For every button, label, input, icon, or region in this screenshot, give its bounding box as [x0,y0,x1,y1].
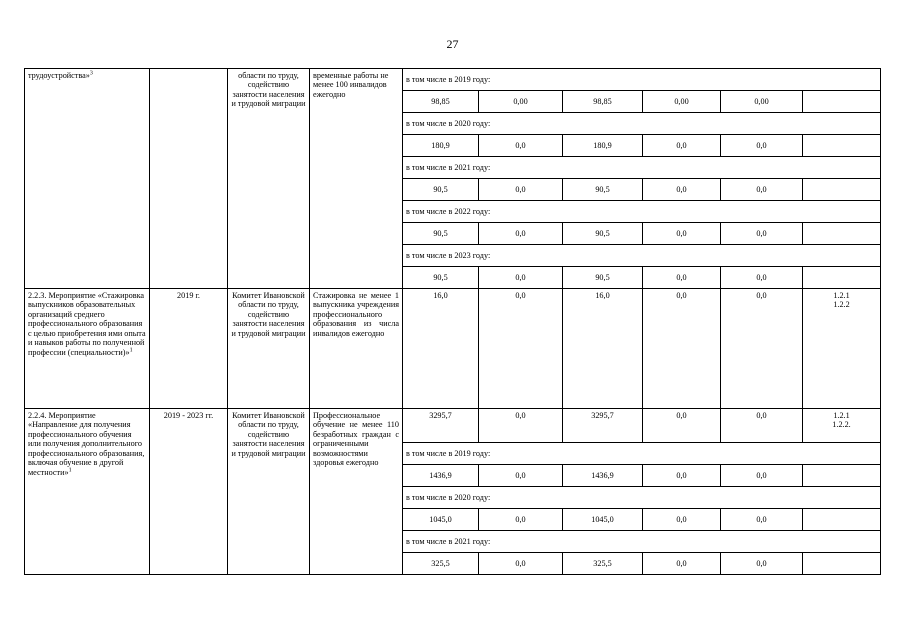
activity-row-2-2-3 [25,289,881,409]
value-cell: 0,0 [643,223,721,245]
footnote-mark: 3 [89,70,93,77]
value-cell: 0,0 [479,409,563,443]
value-cell: 0,0 [643,267,721,289]
value-cell [803,553,881,575]
value-cell: 0,0 [479,267,563,289]
activity-name: 2.2.4. Мероприятие «Направление для получения профессионального обучения или получения дополнительного профессионального образования, включая обучение в другой местности» [28,411,145,477]
indicator-cell: временные работы не менее 100 инвалидов ежегодно [310,69,403,289]
activity-name-cell [25,69,150,289]
year-label: в том числе в 2019 году: [403,69,881,91]
value-cell: 0,0 [643,409,721,443]
year-label: в том числе в 2023 году: [403,245,881,267]
target-codes: 1.2.1 1.2.2. [803,409,881,443]
program-activities-table [24,68,881,575]
value-cell: 1436,9 [563,465,643,487]
value-cell: 0,0 [643,553,721,575]
activity-name-cell [25,289,150,409]
value-cell: 0,00 [479,91,563,113]
value-cell: 0,00 [643,91,721,113]
value-cell: 90,5 [403,179,479,201]
value-cell: 0,0 [643,135,721,157]
value-cell: 3295,7 [403,409,479,443]
indicator-cell: Профессиональное обучение не менее 110 безработных граждан с ограниченными возможностями здоровья ежегодно [310,409,403,575]
value-cell: 16,0 [563,289,643,409]
target-codes: 1.2.1 1.2.2 [803,289,881,409]
period-cell [150,69,228,289]
value-cell: 0,0 [721,135,803,157]
value-cell: 90,5 [563,267,643,289]
indicator-cell: Стажировка не менее 1 выпускника учреждения профессионального образования из числа инвалидов ежегодно [310,289,403,409]
year-label: в том числе в 2021 году: [403,531,881,553]
value-cell [803,223,881,245]
executor-cell: области по труду, содействию занятости населения и трудовой миграции [228,69,310,289]
value-cell [803,267,881,289]
year-header-row [25,69,881,91]
value-cell: 90,5 [563,179,643,201]
value-cell [803,509,881,531]
value-cell: 0,0 [479,179,563,201]
value-cell [803,91,881,113]
footnote-mark: 1 [129,346,133,353]
value-cell: 0,0 [721,267,803,289]
executor-cell: Комитет Ивановской области по труду, содействию занятости населения и трудовой миграции [228,409,310,575]
page-number: 27 [446,37,459,51]
value-cell: 0,0 [721,409,803,443]
value-cell: 0,0 [643,289,721,409]
activity-name-cell [25,409,150,575]
value-cell: 0,0 [721,223,803,245]
value-cell: 0,0 [479,553,563,575]
value-cell [803,135,881,157]
value-cell: 180,9 [563,135,643,157]
value-cell: 98,85 [563,91,643,113]
period-cell: 2019 г. [150,289,228,409]
value-cell: 0,00 [721,91,803,113]
period-cell: 2019 - 2023 гг. [150,409,228,575]
value-cell [803,465,881,487]
value-cell: 180,9 [403,135,479,157]
value-cell: 0,0 [721,289,803,409]
value-cell: 0,0 [643,465,721,487]
value-cell: 16,0 [403,289,479,409]
value-cell: 0,0 [479,223,563,245]
value-cell: 0,0 [479,135,563,157]
year-label: в том числе в 2019 году: [403,443,881,465]
value-cell: 1045,0 [403,509,479,531]
value-cell: 0,0 [721,465,803,487]
value-cell: 325,5 [403,553,479,575]
activity-name: 2.2.3. Мероприятие «Стажировка выпускников образовательных организаций среднего профессионального образования с целью приобретения ими опыта и навыков работы по полученной профессии (специальности)» [28,291,146,357]
value-cell: 90,5 [563,223,643,245]
value-cell: 0,0 [721,553,803,575]
activity-row-2-2-4 [25,409,881,443]
value-cell [803,179,881,201]
value-cell: 3295,7 [563,409,643,443]
year-label: в том числе в 2022 году: [403,201,881,223]
footnote-mark: 1 [68,466,72,473]
value-cell: 90,5 [403,223,479,245]
value-cell: 0,0 [643,179,721,201]
value-cell: 1045,0 [563,509,643,531]
value-cell: 0,0 [721,179,803,201]
year-label: в том числе в 2020 году: [403,487,881,509]
value-cell: 0,0 [643,509,721,531]
value-cell: 325,5 [563,553,643,575]
executor-cell: Комитет Ивановской области по труду, содействию занятости населения и трудовой миграции [228,289,310,409]
value-cell: 0,0 [479,289,563,409]
activity-name: трудоустройства» [28,71,90,80]
value-cell: 98,85 [403,91,479,113]
year-label: в том числе в 2021 году: [403,157,881,179]
value-cell: 0,0 [479,465,563,487]
value-cell: 90,5 [403,267,479,289]
value-cell: 0,0 [479,509,563,531]
year-label: в том числе в 2020 году: [403,113,881,135]
value-cell: 0,0 [721,509,803,531]
value-cell: 1436,9 [403,465,479,487]
